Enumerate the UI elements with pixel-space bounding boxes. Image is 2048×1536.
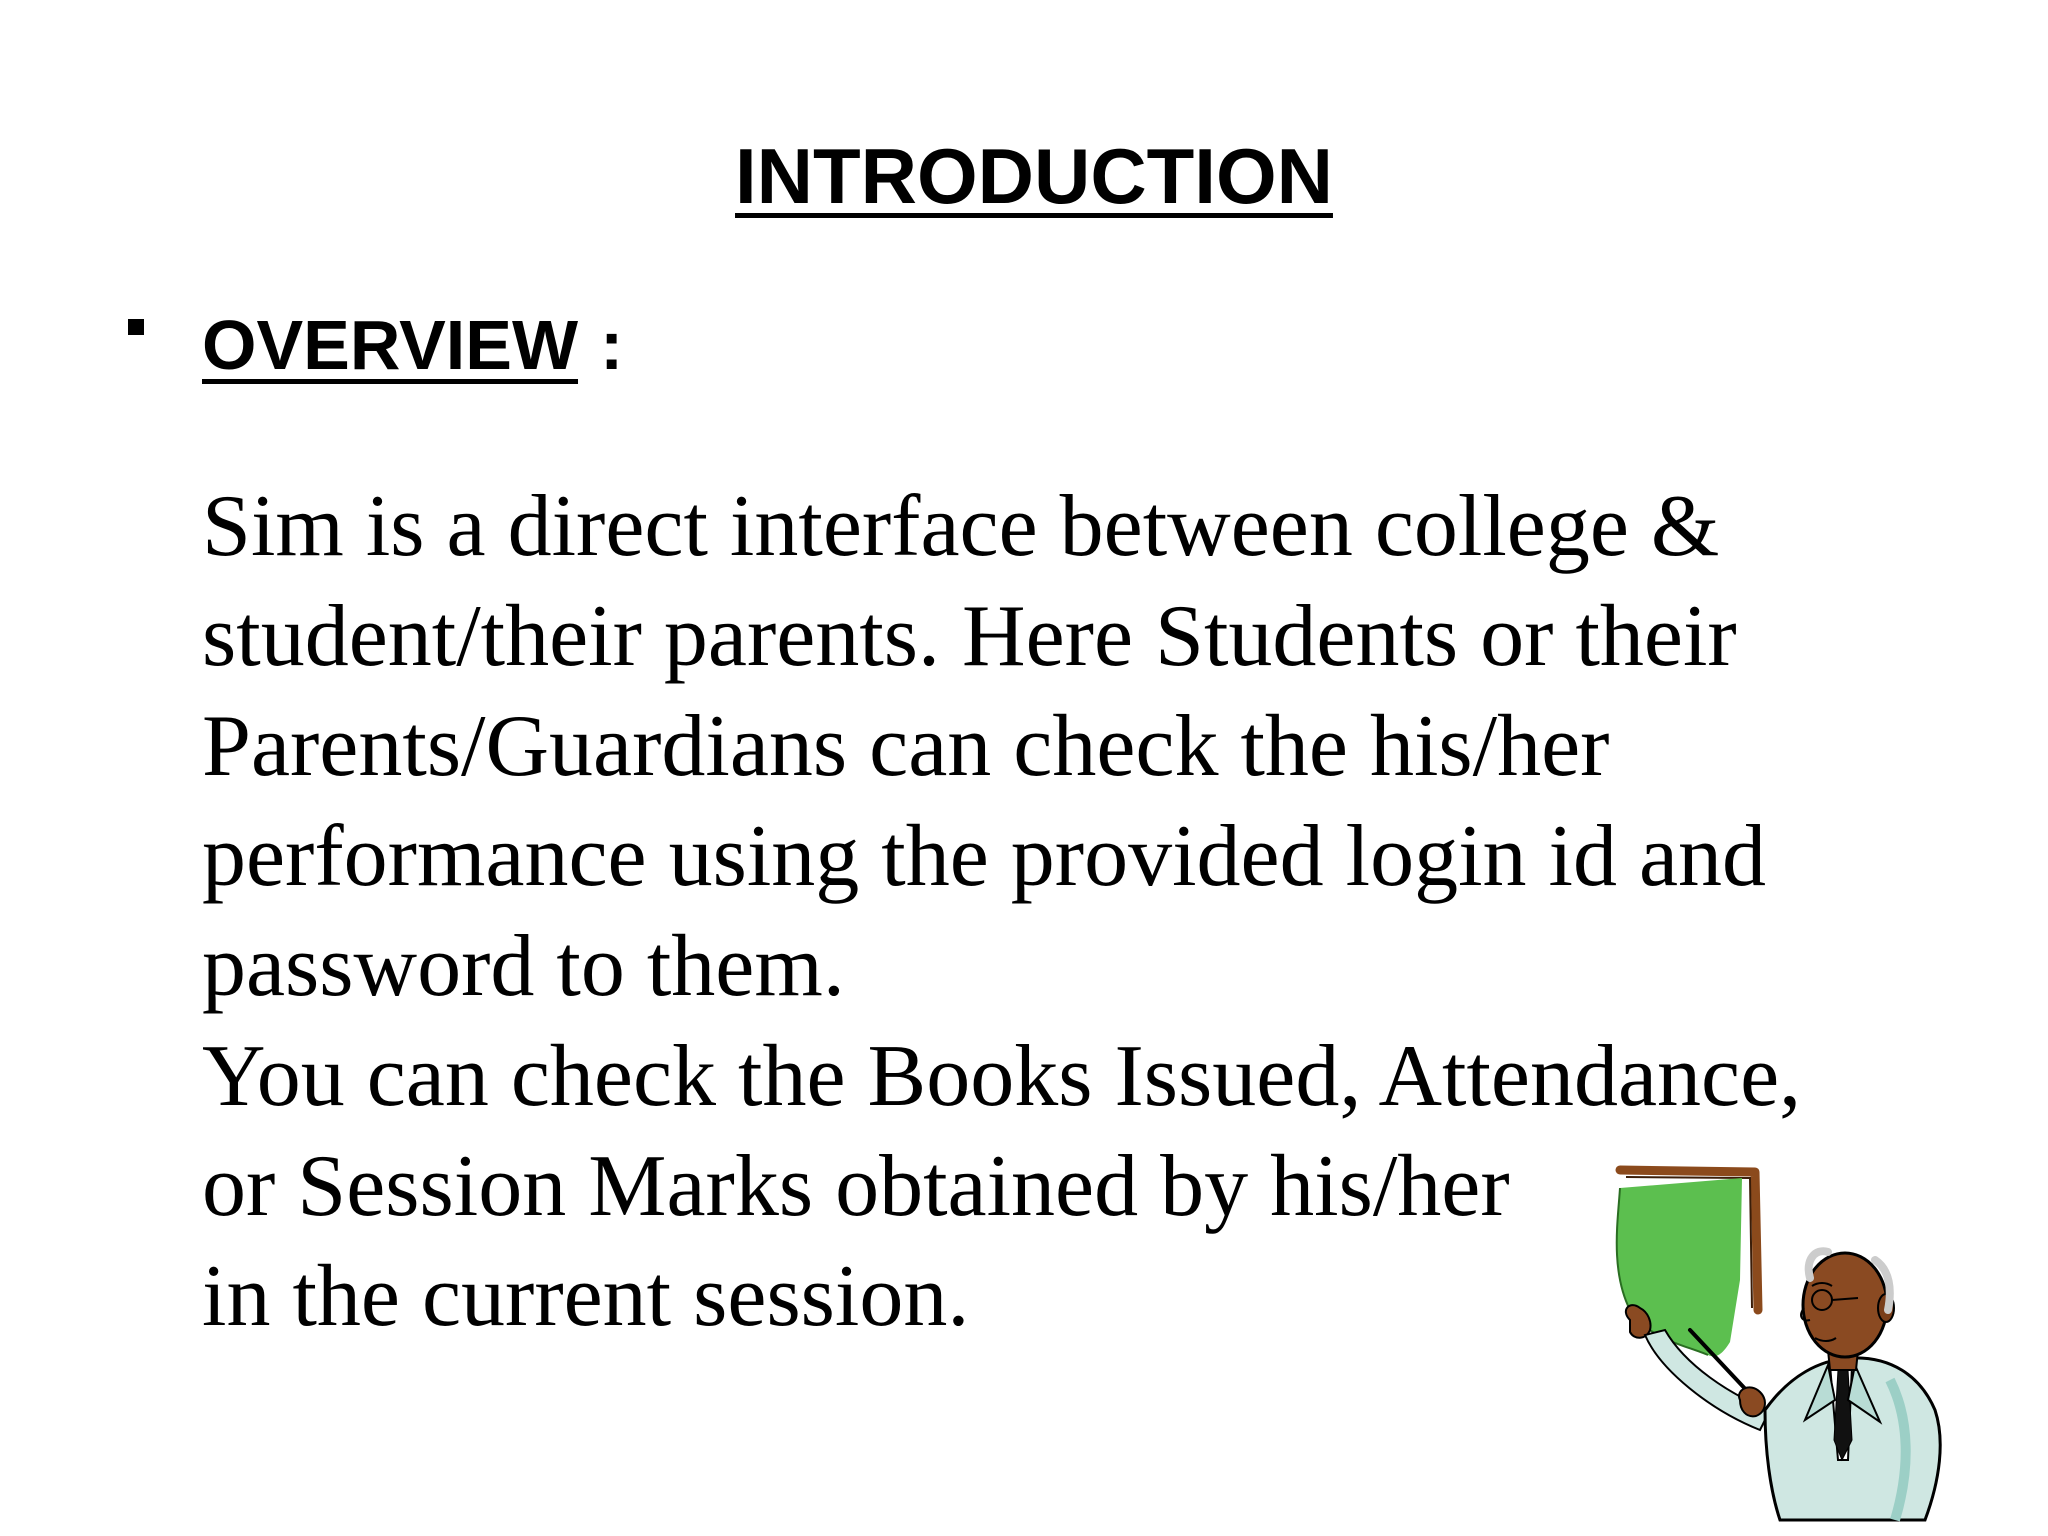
slide-title: INTRODUCTION [735, 132, 1333, 220]
paragraph-line: student/their parents. Here Students or their [202, 588, 1737, 685]
paragraph-line: Parents/Guardians can check the his/her [202, 698, 1610, 795]
square-bullet-icon [128, 319, 144, 335]
overview-heading: OVERVIEW [202, 306, 579, 384]
paragraph-line: or Session Marks obtained by his/her [202, 1138, 1510, 1235]
paragraph-line: password to them. [202, 918, 845, 1015]
paragraph-line: performance using the provided login id and [202, 808, 1767, 905]
teacher-pointing-at-board-icon [1590, 1160, 2010, 1530]
overview-colon: : [600, 306, 624, 384]
paragraph-line: in the current session. [202, 1248, 970, 1345]
overview-bullet [128, 300, 623, 390]
paragraph-line: Sim is a direct interface between college & [202, 478, 1720, 575]
paragraph-line: You can check the Books Issued, Attendance, [202, 1028, 1802, 1125]
teacher-head [1803, 1253, 1887, 1357]
